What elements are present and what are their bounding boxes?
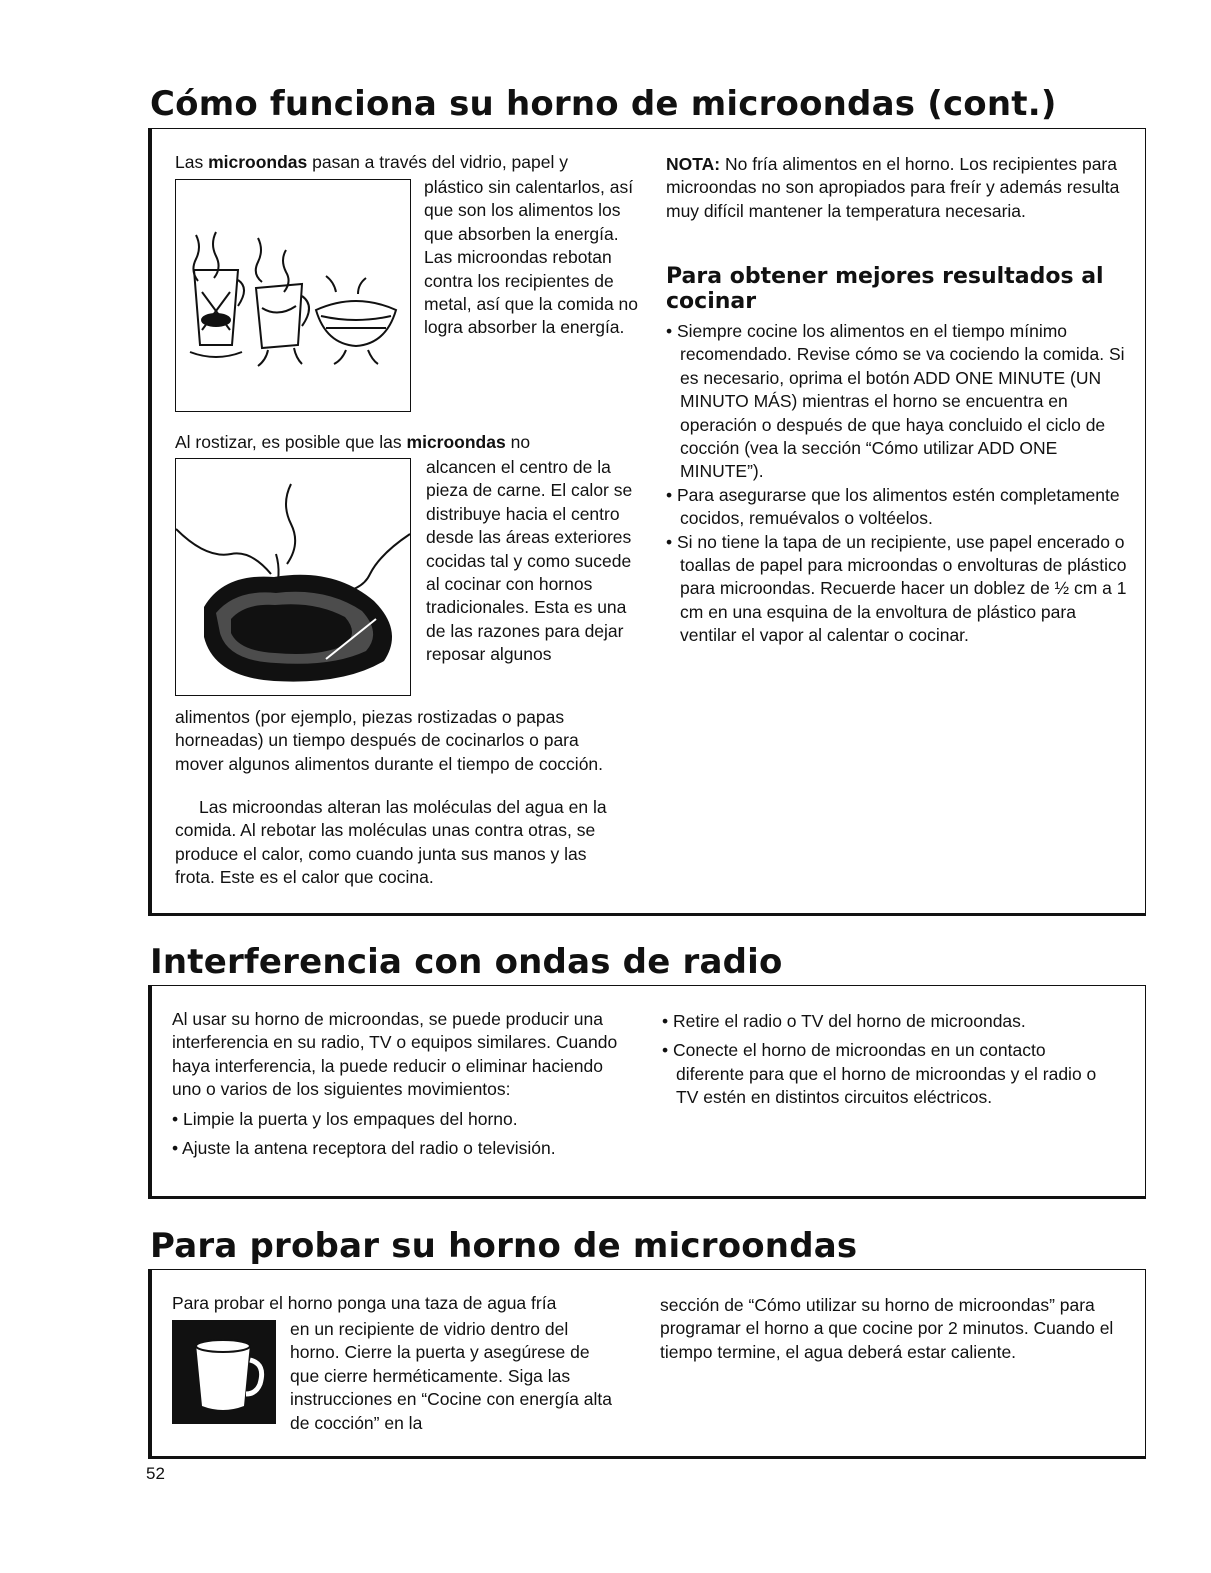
interference-bullet: • Retire el radio o TV del horno de microondas. — [662, 1011, 1026, 1031]
how-p1-side-text: plástico sin calentarlos, así que son los alimentos los que absorben la energía. Las microondas rebotan contra los recipientes de metal, así que la comida no logra absorber la energía. — [424, 177, 639, 338]
how-p2-lead: Al rostizar, es posible que las — [175, 432, 407, 452]
how-p3-text: Las microondas alteran las moléculas del agua en la comida. Al rebotar las moléculas unas contra otras, se produce el calor, como cuando junta sus manos y las frota. Este es el calor que cocina. — [175, 797, 607, 888]
how-p2-bold: microondas — [406, 432, 506, 452]
how-p2-tail-text: alimentos (por ejemplo, piezas rostizadas o papas horneadas) un tiempo después de cocinarlos o para mover algunos alimentos durante el tiempo de cocción. — [175, 707, 604, 774]
best-results-bullet: • Para asegurarse que los alimentos estén completamente cocidos, remuévalos o voltéelos. — [666, 484, 1120, 529]
best-results-bullet: • Si no tiene la tapa de un recipiente, use papel encerado o toallas de papel para microondas o envolturas de plástico para microondas. Recuerde hacer un doblez de ½ cm a 1 cm en una esquina de la envoltura de plástico para ventilar el vapor al calentar o cocinar. — [666, 531, 1127, 646]
section-title-interference: Interferencia con ondas de radio — [150, 942, 783, 982]
test-first-line: Para probar el horno ponga una taza de agua fría — [172, 1293, 557, 1313]
note-text: No fría alimentos en el horno. Los recipientes para microondas no son apropiados para freír y además resulta muy difícil mantener la temperatura necesaria. — [666, 154, 1120, 221]
page-number: 52 — [146, 1464, 165, 1483]
how-p2-side-text: alcancen el centro de la pieza de carne. El calor se distribuye hacia el centro desde las áreas exteriores cocidas tal y como sucede al cocinar con hornos tradicionales. Esta es una de las razones para dejar reposar algunos — [426, 457, 633, 665]
how-p1-lead: Las — [175, 152, 209, 172]
note-label: NOTA: — [666, 154, 721, 174]
best-results-list — [666, 320, 1134, 648]
cup-illustration — [172, 1320, 276, 1424]
interference-bullet: • Conecte el horno de microondas en un contacto diferente para que el horno de microondas y el radio o TV estén en distintos circuitos eléctricos. — [662, 1040, 1097, 1108]
section-title-how-it-works: Cómo funciona su horno de microondas (cont.) — [150, 84, 1057, 124]
roast-illustration — [176, 459, 410, 695]
figure-roast-meat — [175, 458, 411, 696]
interference-bullet: • Ajuste la antena receptora del radio o televisión. — [172, 1138, 556, 1159]
how-p1-bold: microondas — [208, 152, 308, 172]
how-p2-rest: no — [505, 432, 531, 452]
how-p2-first-line — [175, 431, 645, 454]
interference-right — [662, 1010, 1112, 1110]
interference-left — [172, 1008, 622, 1160]
best-results-bullet: • Siempre cocine los alimentos en el tiempo mínimo recomendado. Revise cómo se va cociendo la comida. Si es necesario, oprima el botón ADD ONE MINUTE (UN MINUTO MÁS) mientras el horno se encuentra en operación o después de que haya concluido el ciclo de cocción (vea la sección “Cómo utilizar ADD ONE MINUTE”). — [666, 321, 1125, 482]
test-right-text: sección de “Cómo utilizar su horno de microondas” para programar el horno a que cocine por 2 minutos. Cuando el tiempo termine, el agua deberá estar caliente. — [660, 1295, 1114, 1362]
how-p1-rest: pasan a través del vidrio, papel y — [307, 152, 568, 172]
how-note — [666, 153, 1136, 223]
cup-icon — [172, 1320, 276, 1424]
interference-intro: Al usar su horno de microondas, se puede producir una interferencia en su radio, TV o equipos similares. Cuando haya interferencia, la puede reducir o eliminar haciendo uno o varios de los siguientes movimientos: — [172, 1009, 618, 1100]
interference-bullet: • Limpie la puerta y los empaques del horno. — [172, 1108, 518, 1129]
figure-microwave-containers — [175, 179, 411, 412]
best-results-heading: Para obtener mejores resultados al cocinar — [666, 264, 1104, 314]
test-side-text: en un recipiente de vidrio dentro del horno. Cierre la puerta y asegúrese de que cierre herméticamente. Siga las instrucciones en “Cocine con energía alta de cocción” en la — [290, 1319, 612, 1433]
section-title-test: Para probar su horno de microondas — [150, 1226, 858, 1266]
containers-illustration — [176, 180, 410, 411]
how-p1-first-line — [175, 151, 635, 174]
